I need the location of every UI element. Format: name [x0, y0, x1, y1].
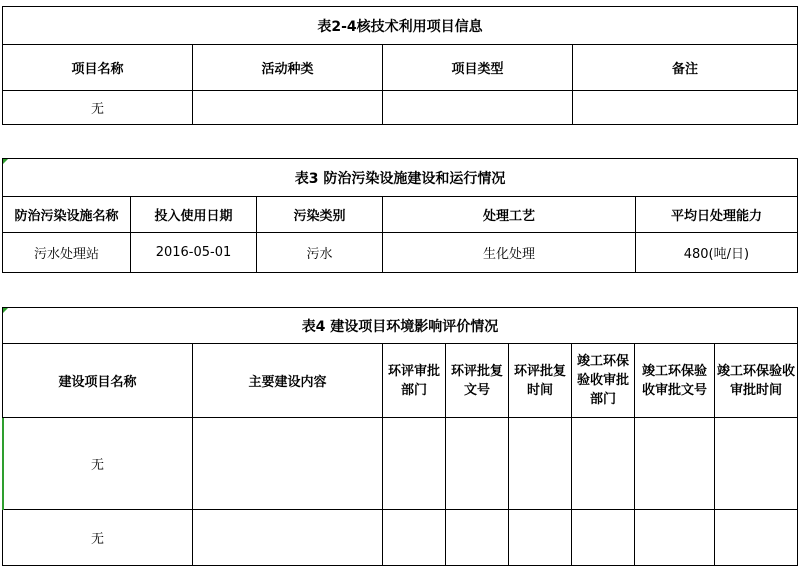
cell-eia-approval-number[interactable]	[446, 418, 509, 510]
header-eia-approval-number: 环评批复文号	[446, 344, 509, 418]
cell-project-type[interactable]	[383, 91, 573, 125]
table-row	[3, 91, 798, 125]
header-remarks: 备注	[573, 45, 798, 91]
header-acceptance-dept: 竣工环保验收审批部门	[572, 344, 635, 418]
cell-eia-approval-time[interactable]	[509, 510, 572, 566]
cell-eia-approval-number[interactable]	[446, 510, 509, 566]
cell-activity-type[interactable]	[193, 91, 383, 125]
header-construction-project-name: 建设项目名称	[3, 344, 193, 418]
table-row	[3, 510, 798, 566]
header-capacity: 平均日处理能力	[636, 197, 798, 233]
table-4	[2, 307, 798, 566]
cell-process[interactable]: 生化处理	[383, 233, 636, 273]
table-row	[3, 418, 798, 510]
header-project-type: 项目类型	[383, 45, 573, 91]
cell-eia-approval-dept[interactable]	[383, 510, 446, 566]
cell-start-date[interactable]: 2016-05-01	[131, 233, 257, 273]
cell-acceptance-dept[interactable]	[572, 418, 635, 510]
cell-acceptance-dept[interactable]	[572, 510, 635, 566]
table-row	[3, 233, 798, 273]
header-eia-approval-dept: 环评审批部门	[383, 344, 446, 418]
cell-pollution-type[interactable]: 污水	[257, 233, 383, 273]
selection-indicator	[2, 418, 4, 510]
header-eia-approval-time: 环评批复时间	[509, 344, 572, 418]
cell-construction-project-name[interactable]: 无	[3, 418, 193, 510]
cell-facility-name[interactable]: 污水处理站	[3, 233, 131, 273]
header-main-content: 主要建设内容	[193, 344, 383, 418]
header-pollution-type: 污染类别	[257, 197, 383, 233]
header-activity-type: 活动种类	[193, 45, 383, 91]
cell-main-content[interactable]	[193, 418, 383, 510]
table-4-title: 表4 建设项目环境影响评价情况	[3, 308, 798, 344]
cell-capacity[interactable]: 480(吨/日)	[636, 233, 798, 273]
header-start-date: 投入使用日期	[131, 197, 257, 233]
table-3	[2, 158, 798, 273]
header-acceptance-number: 竣工环保验收审批文号	[635, 344, 715, 418]
cell-remarks[interactable]	[573, 91, 798, 125]
table-2-4-title: 表2-4核技术利用项目信息	[3, 7, 798, 45]
table-3-title: 表3 防治污染设施建设和运行情况	[3, 159, 798, 197]
header-process: 处理工艺	[383, 197, 636, 233]
cell-acceptance-number[interactable]	[635, 418, 715, 510]
cell-main-content[interactable]	[193, 510, 383, 566]
cell-acceptance-number[interactable]	[635, 510, 715, 566]
header-project-name: 项目名称	[3, 45, 193, 91]
table-2-4	[2, 6, 798, 125]
cell-acceptance-time[interactable]	[715, 510, 798, 566]
cell-eia-approval-dept[interactable]	[383, 418, 446, 510]
cell-project-name[interactable]: 无	[3, 91, 193, 125]
header-facility-name: 防治污染设施名称	[3, 197, 131, 233]
cell-construction-project-name[interactable]: 无	[3, 510, 193, 566]
cell-acceptance-time[interactable]	[715, 418, 798, 510]
header-acceptance-time: 竣工环保验收审批时间	[715, 344, 798, 418]
cell-eia-approval-time[interactable]	[509, 418, 572, 510]
